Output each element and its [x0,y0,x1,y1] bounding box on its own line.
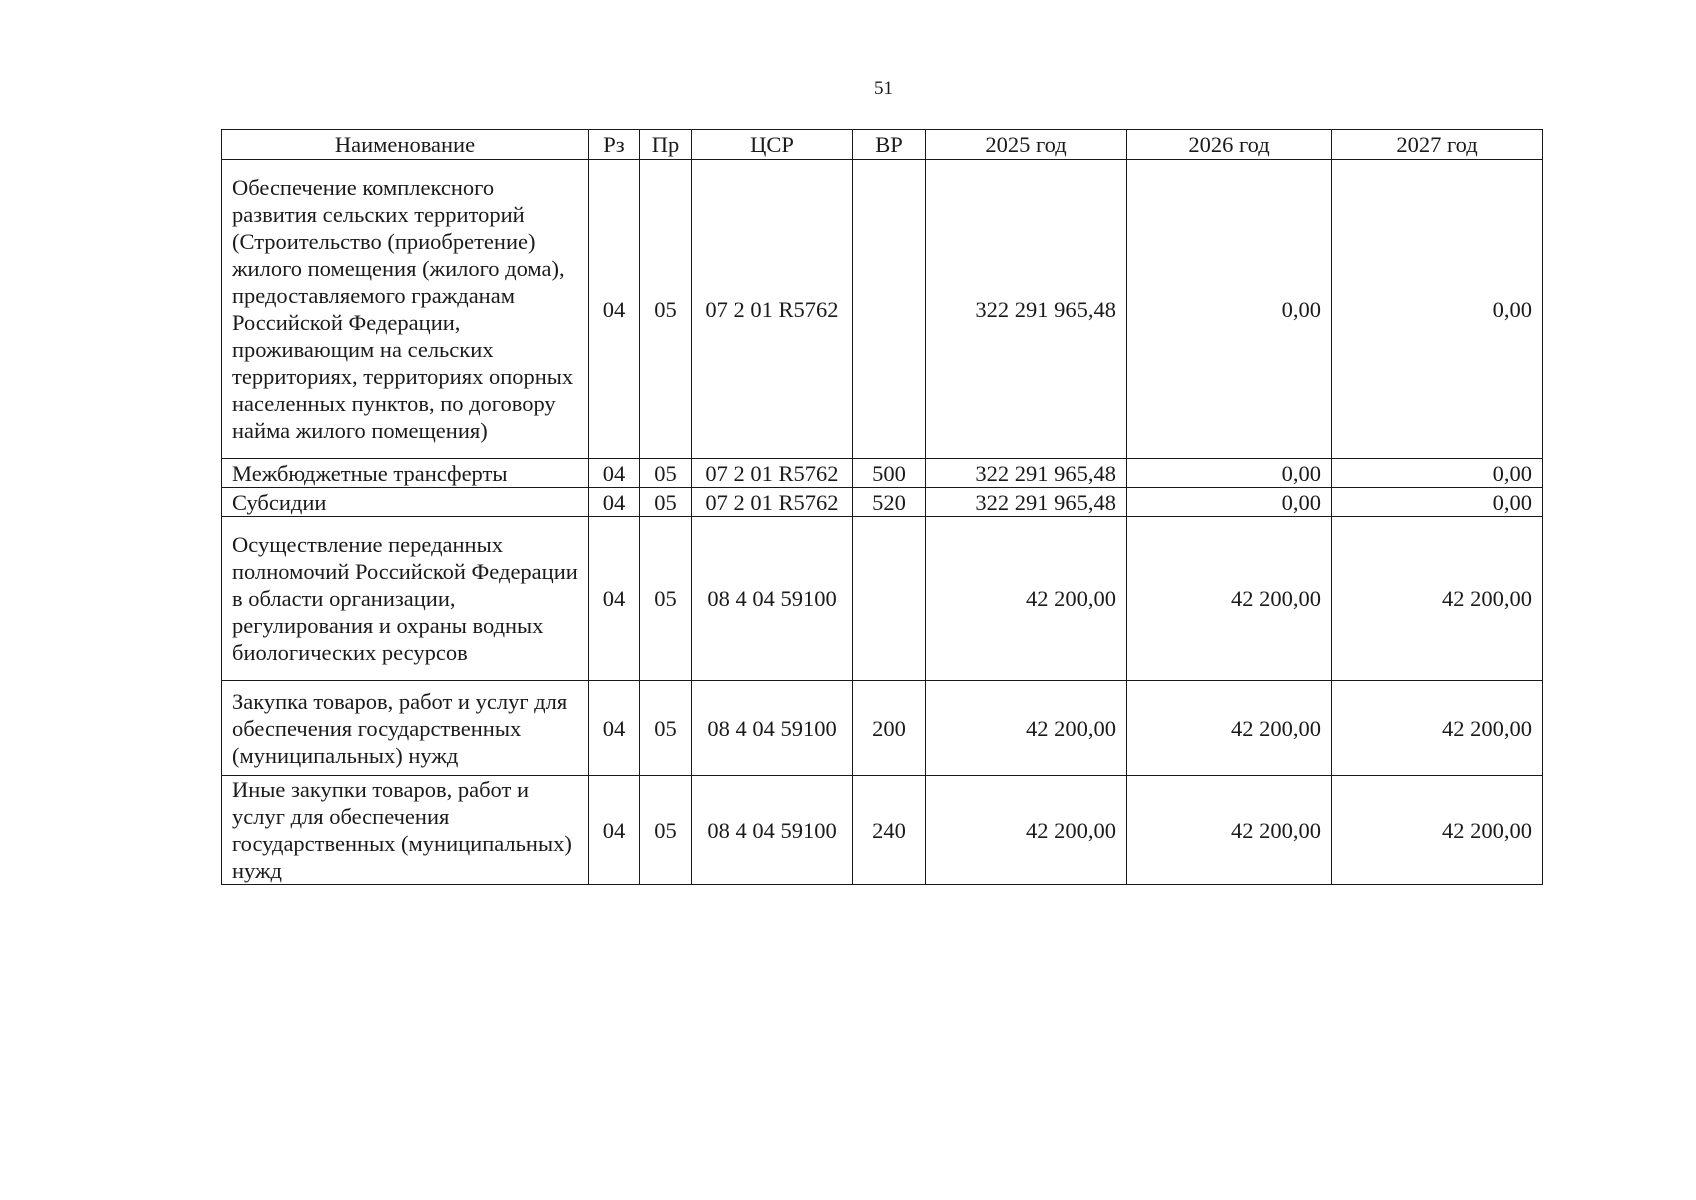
cell-rz: 04 [589,681,640,776]
cell-2025: 42 200,00 [926,776,1127,885]
header-vr: ВР [853,130,926,160]
cell-2026: 0,00 [1127,488,1332,517]
cell-2027: 0,00 [1332,488,1543,517]
header-2026: 2026 год [1127,130,1332,160]
cell-rz: 04 [589,488,640,517]
cell-2027: 42 200,00 [1332,517,1543,681]
cell-2026: 42 200,00 [1127,517,1332,681]
cell-vr: 200 [853,681,926,776]
table-row [222,681,1543,776]
cell-pr: 05 [640,160,692,459]
cell-csr: 08 4 04 59100 [692,776,853,885]
cell-2026: 42 200,00 [1127,681,1332,776]
cell-pr: 05 [640,776,692,885]
table-row [222,160,1543,459]
cell-pr: 05 [640,488,692,517]
cell-rz: 04 [589,776,640,885]
budget-table [221,129,1543,885]
cell-rz: 04 [589,517,640,681]
cell-2026: 0,00 [1127,459,1332,488]
cell-2027: 0,00 [1332,459,1543,488]
table-header-row [222,130,1543,160]
cell-2025: 322 291 965,48 [926,488,1127,517]
cell-name: Осуществление переданных полномочий Российской Федерации в области организации, регулирования и охраны водных биологических ресурсов [222,517,589,681]
cell-csr: 07 2 01 R5762 [692,488,853,517]
table-row [222,517,1543,681]
cell-pr: 05 [640,681,692,776]
cell-name: Иные закупки товаров, работ и услуг для обеспечения государственных (муниципальных) нужд [222,776,589,885]
cell-pr: 05 [640,459,692,488]
cell-vr [853,160,926,459]
header-csr: ЦСР [692,130,853,160]
cell-2025: 42 200,00 [926,517,1127,681]
cell-name: Обеспечение комплексного развития сельских территорий (Строительство (приобретение) жилого помещения (жилого дома), предоставляемого гражданам Российской Федерации, проживающим на сельских территориях, территориях опорных населенных пунктов, по договору найма жилого помещения) [222,160,589,459]
cell-rz: 04 [589,459,640,488]
cell-2027: 0,00 [1332,160,1543,459]
cell-name: Субсидии [222,488,589,517]
header-name: Наименование [222,130,589,160]
header-2027: 2027 год [1332,130,1543,160]
cell-csr: 08 4 04 59100 [692,517,853,681]
table-row [222,488,1543,517]
header-2025: 2025 год [926,130,1127,160]
cell-vr: 520 [853,488,926,517]
cell-vr: 500 [853,459,926,488]
cell-2026: 42 200,00 [1127,776,1332,885]
cell-2025: 322 291 965,48 [926,160,1127,459]
table-row [222,776,1543,885]
cell-name: Межбюджетные трансферты [222,459,589,488]
cell-rz: 04 [589,160,640,459]
cell-2025: 42 200,00 [926,681,1127,776]
cell-csr: 08 4 04 59100 [692,681,853,776]
cell-pr: 05 [640,517,692,681]
cell-name: Закупка товаров, работ и услуг для обеспечения государственных (муниципальных) нужд [222,681,589,776]
page-number: 51 [874,78,893,99]
cell-2025: 322 291 965,48 [926,459,1127,488]
cell-2027: 42 200,00 [1332,681,1543,776]
header-pr: Пр [640,130,692,160]
cell-csr: 07 2 01 R5762 [692,459,853,488]
cell-2027: 42 200,00 [1332,776,1543,885]
table-row [222,459,1543,488]
cell-vr [853,517,926,681]
cell-2026: 0,00 [1127,160,1332,459]
cell-csr: 07 2 01 R5762 [692,160,853,459]
header-rz: Рз [589,130,640,160]
cell-vr: 240 [853,776,926,885]
